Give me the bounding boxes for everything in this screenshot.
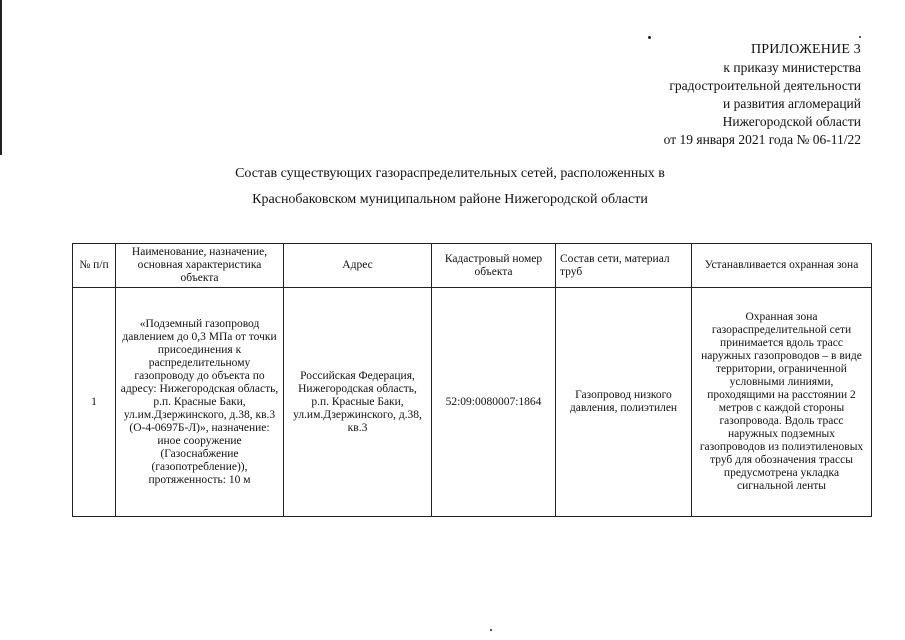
document-title-line2: Краснобаковском муниципальном районе Нижегородской области: [252, 192, 648, 207]
scan-speck: [859, 36, 861, 38]
cell-zone: Охранная зона газораспределительной сети принимается вдоль трасс наружных газопроводов – в виде территории, ограниченной условными линиями, проходящими на расстоянии 2 метров с каждой стороны газопровода. Вдоль трасс наружных подземных газопроводов из полиэтиленовых труб для обозначения трассы предусмотрена укладка сигнальной ленты: [692, 288, 872, 517]
scan-edge-line: [0, 0, 2, 155]
appendix-heading: ПРИЛОЖЕНИЕ 3: [750, 42, 861, 57]
header-number: № п/п: [73, 244, 116, 288]
cell-number: 1: [73, 288, 116, 517]
header-composition: Состав сети, материал труб: [556, 244, 692, 288]
cell-name: «Подземный газопровод давлением до 0,3 МПа от точки присоединения к распределительному газопроводу до объекта по адресу: Нижегородская область, р.п. Красные Баки, ул.им.Дзержинского, д.38, кв.3 (О-4-0697Б-Л)», назначение: иное сооружение (Газоснабжение (газопотребление)), протяженность: 10 м: [116, 288, 284, 517]
appendix-line: градостроительной деятельности: [669, 78, 861, 93]
table-header-row: [73, 244, 872, 288]
appendix-line: и развития агломераций: [722, 96, 861, 111]
scan-speck: [490, 629, 492, 631]
appendix-line: к приказу министерства: [723, 60, 861, 75]
header-address: Адрес: [284, 244, 432, 288]
document-title-line1: Состав существующих газораспределительных сетей, расположенных в: [235, 166, 665, 181]
header-zone: Устанавливается охранная зона: [692, 244, 872, 288]
appendix-block: [664, 41, 861, 149]
appendix-line: от 19 января 2021 года № 06-11/22: [663, 132, 861, 147]
header-cadastral: Кадастровый номер объекта: [432, 244, 556, 288]
header-name: Наименование, назначение, основная характеристика объекта: [116, 244, 284, 288]
cell-cadastral: 52:09:0080007:1864: [432, 288, 556, 517]
appendix-line: Нижегородской области: [722, 114, 861, 129]
gas-network-table: [72, 243, 872, 517]
cell-address: Российская Федерация, Нижегородская область, р.п. Красные Баки, ул.им.Дзержинского, д.38, кв.3: [284, 288, 432, 517]
table-row: [73, 288, 872, 517]
cell-composition: Газопровод низкого давления, полиэтилен: [556, 288, 692, 517]
scan-speck: [648, 36, 651, 39]
